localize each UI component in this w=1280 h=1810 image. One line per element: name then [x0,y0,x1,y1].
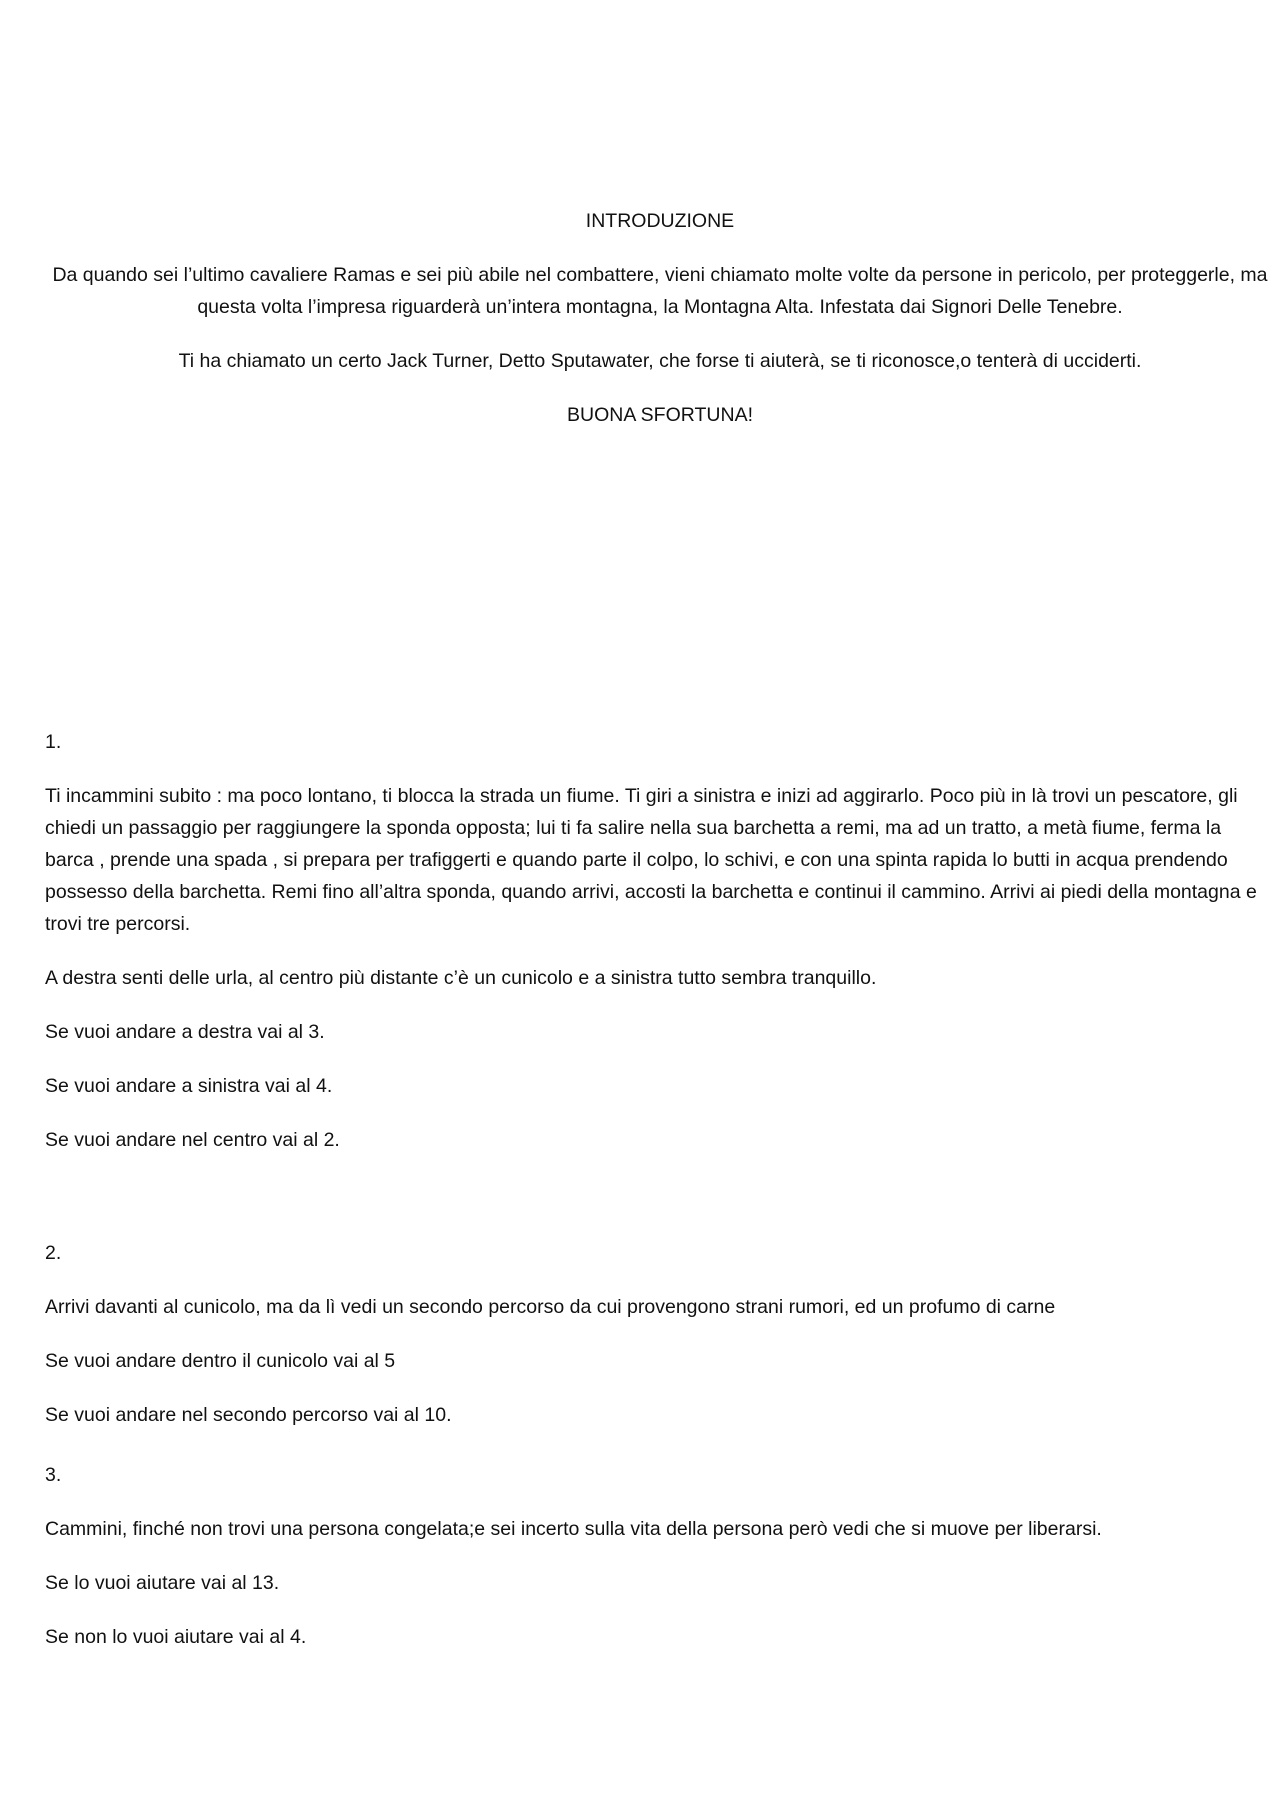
choice-line: Se vuoi andare nel secondo percorso vai al 10. [45,1404,452,1426]
section-paragraph: Ti incammini subito : ma poco lontano, ti blocca la strada un fiume. Ti giri a sinistra e inizi ad aggirarlo. Poco più in là trovi un pescatore, gli chiedi un passaggio per raggiungere la sponda opposta; lui ti fa salire nella sua barchetta a remi, ma ad un tratto, a metà fiume, ferma la barca , prende una spada , si prepara per trafiggerti e quando parte il colpo, lo schivi, e con una spinta rapida lo butti in acqua prendendo possesso della barchetta. Remi fino all’altra sponda, quando arrivi, accosti la barchetta e continui il cammino. Arrivi ai piedi della montagna e trovi tre percorsi. [45,785,1257,935]
choice-line: Se non lo vuoi aiutare vai al 4. [45,1626,307,1648]
choice-line: Se vuoi andare a destra vai al 3. [45,1021,325,1043]
section-3 [45,1459,1265,1675]
section-number: 2. [45,1242,62,1264]
introduction [40,205,1280,431]
section-2 [45,1237,1265,1453]
choice-line: Se lo vuoi aiutare vai al 13. [45,1572,280,1594]
section-number: 3. [45,1464,62,1486]
section-paragraph: Arrivi davanti al cunicolo, ma da lì vedi un secondo percorso da cui provengono strani rumori, ed un profumo di carne [45,1296,1056,1318]
section-paragraph: Cammini, finché non trovi una persona congelata;e sei incerto sulla vita della persona però vedi che si muove per liberarsi. [45,1518,1102,1540]
intro-closing: BUONA SFORTUNA! [566,404,753,426]
choice-line: Se vuoi andare nel centro vai al 2. [45,1129,340,1151]
intro-paragraph: Da quando sei l’ultimo cavaliere Ramas e sei più abile nel combattere, vieni chiamato molte volte da persone in pericolo, per proteggerle, ma questa volta l’impresa riguarderà un’intera montagna, la Montagna Alta. Infestata dai Signori Delle Tenebre. [52,264,1268,318]
section-1 [45,726,1265,1178]
intro-paragraph: Ti ha chiamato un certo Jack Turner, Detto Sputawater, che forse ti aiuterà, se ti riconosce,o tenterà di ucciderti. [178,350,1142,372]
section-paragraph: A destra senti delle urla, al centro più distante c’è un cunicolo e a sinistra tutto sembra tranquillo. [45,967,877,989]
choice-line: Se vuoi andare dentro il cunicolo vai al 5 [45,1350,396,1372]
section-number: 1. [45,731,62,753]
intro-title: INTRODUZIONE [585,210,735,232]
choice-line: Se vuoi andare a sinistra vai al 4. [45,1075,333,1097]
